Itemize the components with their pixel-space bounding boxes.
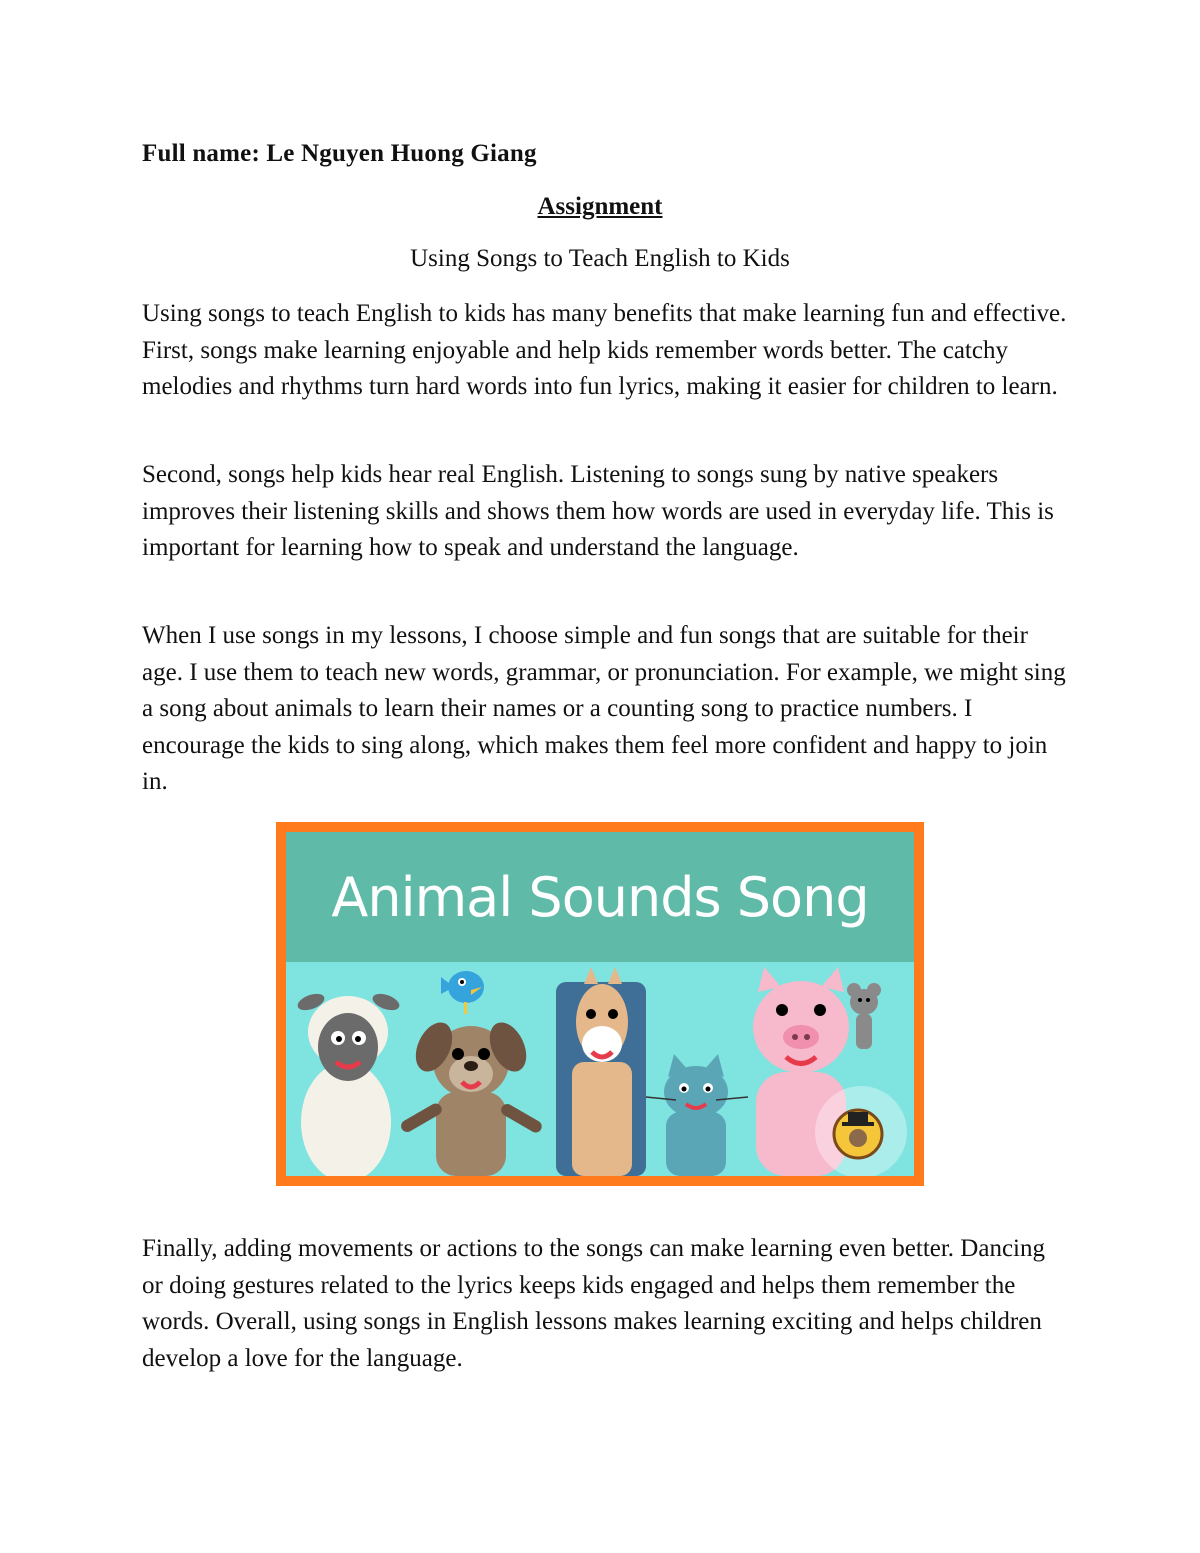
image-canvas [286,832,914,1176]
paragraph-movements: Finally, adding movements or actions to the songs can make learning even better. Dancing or doing gestures related to the lyrics keeps kids engaged and helps them remember the words. Overall, using songs in English lessons makes learning exciting and helps children develop a love for the language. [142,1235,1046,1372]
assignment-title: Using Songs to Teach English to Kids [410,245,790,272]
singing-walrus-logo [815,1086,907,1176]
cat-icon [646,1054,748,1176]
animal-illustration [286,962,914,1176]
full-name-line: Full name: Le Nguyen Huong Giang [142,140,537,167]
bird-icon [441,971,484,1014]
animal-sounds-song-image [276,822,924,1186]
sheep-icon [295,991,401,1176]
image-banner [286,832,914,962]
horse-icon [556,967,646,1176]
paragraph-lessons: When I use songs in my lessons, I choose simple and fun songs that are suitable for their age. I use them to teach new words, grammar, or pronunciation. For example, we might sing a song about animals to learn their names or a counting song to practice numbers. I encourage the kids to sing along, which makes them feel more confident and happy to join in. [142,622,1066,795]
mouse-icon [847,983,881,1049]
banner-title: Animal Sounds Song [331,865,869,929]
assignment-heading: Assignment [537,193,663,220]
paragraph-benefits: Using songs to teach English to kids has many benefits that make learning fun and effective. First, songs make learning enjoyable and help kids remember words better. The catchy melodies and rhythms turn hard words into fun lyrics, making it easier for children to learn. [142,300,1067,400]
paragraph-real-english: Second, songs help kids hear real English. Listening to songs sung by native speakers improves their listening skills and shows them how words are used in everyday life. This is important for learning how to speak and understand the language. [142,461,1054,561]
dog-icon [399,1017,544,1176]
